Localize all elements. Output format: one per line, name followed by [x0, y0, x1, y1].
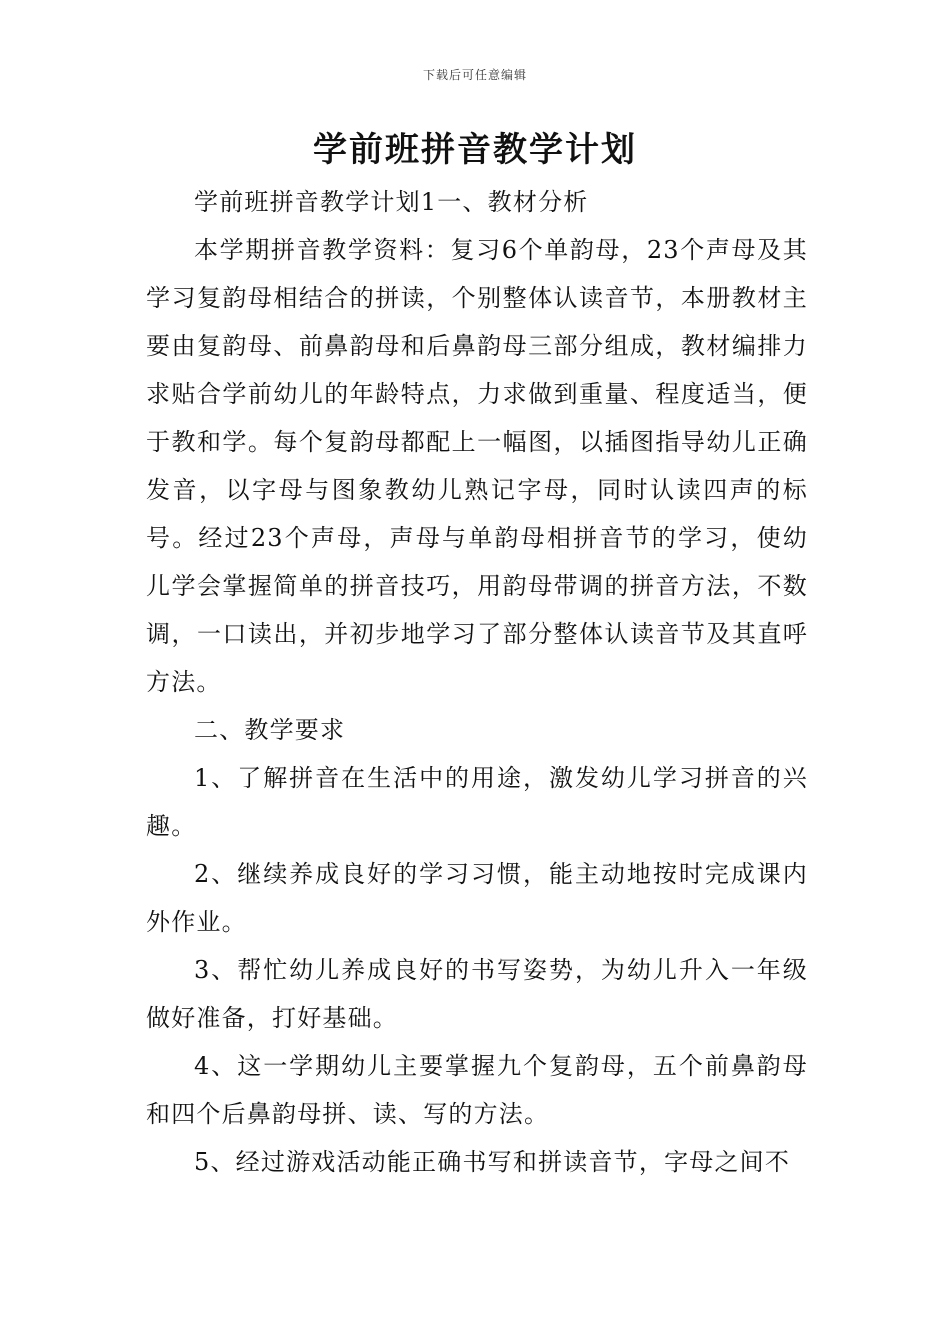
document-title: 学前班拼音教学计划: [313, 130, 637, 170]
paragraph-material-analysis: 本学期拼音教学资料：复习6个单韵母，23个声母及其学习复韵母相结合的拼读，个别整体认读音节，本册教材主要由复韵母、前鼻韵母和后鼻韵母三部分组成，教材编排力求贴合学前幼儿的年龄特点，力求做到重量、程度适当，便于教和学。每个复韵母都配上一幅图，以插图指导幼儿正确发音，以字母与图象教幼儿熟记字母，同时认读四声的标号。经过23个声母，声母与单韵母相拼音节的学习，使幼儿学会掌握简单的拼音技巧，用韵母带调的拼音方法，不数调，一口读出，并初步地学习了部分整体认读音节及其直呼方法。: [146, 236, 808, 696]
paragraph-requirement-5: 5、经过游戏活动能正确书写和拼读音节，字母之间不: [194, 1148, 791, 1176]
paragraph-requirement-4: 4、这一学期幼儿主要掌握九个复韵母，五个前鼻韵母和四个后鼻韵母拼、读、写的方法。: [146, 1052, 808, 1128]
paragraph-requirements-heading: 二、教学要求: [194, 716, 346, 744]
paragraph-intro-heading: 学前班拼音教学计划1一、教材分析: [194, 188, 589, 216]
header-note: 下载后可任意编辑: [422, 68, 527, 82]
paragraph-requirement-2: 2、继续养成良好的学习习惯，能主动地按时完成课内外作业。: [146, 860, 808, 936]
paragraph-requirement-1: 1、了解拼音在生活中的用途，激发幼儿学习拼音的兴趣。: [146, 764, 808, 840]
paragraph-requirement-3: 3、帮忙幼儿养成良好的书写姿势，为幼儿升入一年级做好准备，打好基础。: [146, 956, 808, 1032]
document-body: [146, 178, 808, 1186]
